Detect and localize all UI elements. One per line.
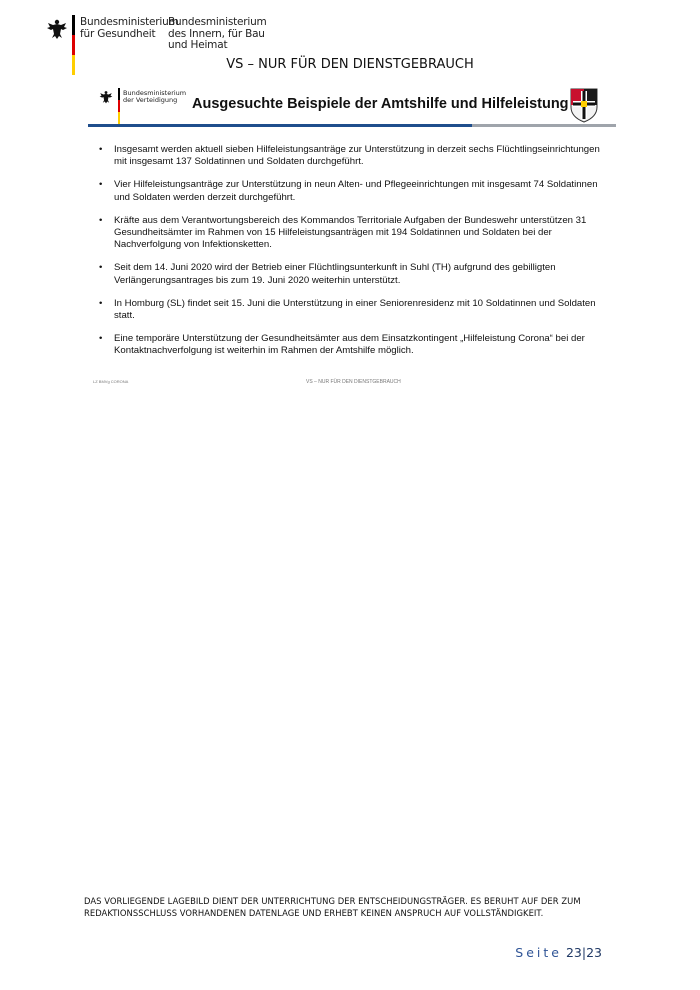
page-current: 23 [565, 945, 582, 960]
classification-header: VS – NUR FÜR DEN DIENSTGEBRAUCH [226, 57, 474, 72]
disclaimer [84, 896, 624, 919]
federal-eagle-icon [46, 18, 68, 40]
page-number [515, 945, 602, 960]
slide-rule-grey [472, 124, 616, 127]
bmvg-flag-gold [118, 112, 120, 124]
page-separator: | [581, 945, 587, 960]
slide-footer-center: VS – NUR FÜR DEN DIENSTGEBRAUCH [306, 379, 401, 385]
bmvg-line2: der Verteidigung [123, 96, 178, 104]
flag-stripe-red [72, 35, 75, 55]
bmvg-flag-red [118, 100, 120, 112]
ministry-health-line2: für Gesundheit [80, 27, 156, 40]
ministry-health-name [80, 17, 179, 40]
slide-rule-blue [88, 124, 472, 127]
ministry-interior-line1: Bundesministerium [168, 16, 267, 28]
page-word: Seite [515, 945, 562, 960]
bullet-item: • Vier Hilfeleistungsanträge zur Unterstützung in neun Alten- und Pflegeeinrichtungen mit insgesamt 74 Soldatinnen und Soldaten werden derzeit durchgeführt. [98, 179, 606, 203]
ministry-interior-name [168, 17, 267, 52]
ministry-interior-line3: und Heimat [168, 39, 228, 51]
bullet-list [98, 144, 606, 369]
bullet-item: • Kräfte aus dem Verantwortungsbereich des Kommandos Territoriale Aufgaben der Bundeswehr unterstützen 31 Gesundheitsämter im Rahmen von 15 Hilfeleistungsanträgen mit 194 Soldatinnen und Soldaten bei der Nachverfolgung von Infektionsketten. [98, 215, 606, 252]
ministry-interior-line2: des Innern, für Bau [168, 27, 265, 40]
bmvg-eagle-icon [99, 90, 113, 104]
bullet-item: • Insgesamt werden aktuell sieben Hilfeleistungsanträge zur Unterstützung in derzeit sechs Flüchtlingseinrichtungen mit insgesamt 137 Soldatinnen und Soldaten durchgeführt. [98, 144, 606, 168]
kommando-emblem-icon [569, 87, 599, 123]
bmvg-name [123, 90, 186, 104]
page-total: 23 [586, 945, 602, 960]
slide-footer-left: LZ BMVg CORONA [93, 379, 129, 384]
disclaimer-line1: DAS VORLIEGENDE LAGEBILD DIENT DER UNTERRICHTUNG DER ENTSCHEIDUNGSTRÄGER. ES BERUHT AUF DER ZUM [84, 896, 581, 906]
disclaimer-line2: REDAKTIONSSCHLUSS VORHANDENEN DATENLAGE UND ERHEBT KEINEN ANSPRUCH AUF VOLLSTÄNDIGKEIT. [84, 907, 544, 918]
ministry-health-line1: Bundesministerium [80, 16, 179, 28]
bullet-item: • In Homburg (SL) findet seit 15. Juni die Unterstützung in einer Seniorenresidenz mit 10 Soldatinnen und Soldaten statt. [98, 298, 606, 322]
bullet-item: • Seit dem 14. Juni 2020 wird der Betrieb einer Flüchtlingsunterkunft in Suhl (TH) aufgrund des gebilligten Verlängerungsantrages bis zum 19. Juni 2020 weiterhin unterstützt. [98, 262, 606, 286]
bmvg-line1: Bundesministerium [123, 89, 187, 97]
bmvg-flag-black [118, 88, 120, 100]
bullet-item: • Eine temporäre Unterstützung der Gesundheitsämter aus dem Einsatzkontingent „Hilfeleistung Corona“ bei der Kontaktnachverfolgung ist weiterhin im Rahmen der Amtshilfe möglich. [98, 333, 606, 357]
slide-title: Ausgesuchte Beispiele der Amtshilfe und Hilfeleistung [192, 96, 569, 112]
flag-stripe-black [72, 15, 75, 35]
